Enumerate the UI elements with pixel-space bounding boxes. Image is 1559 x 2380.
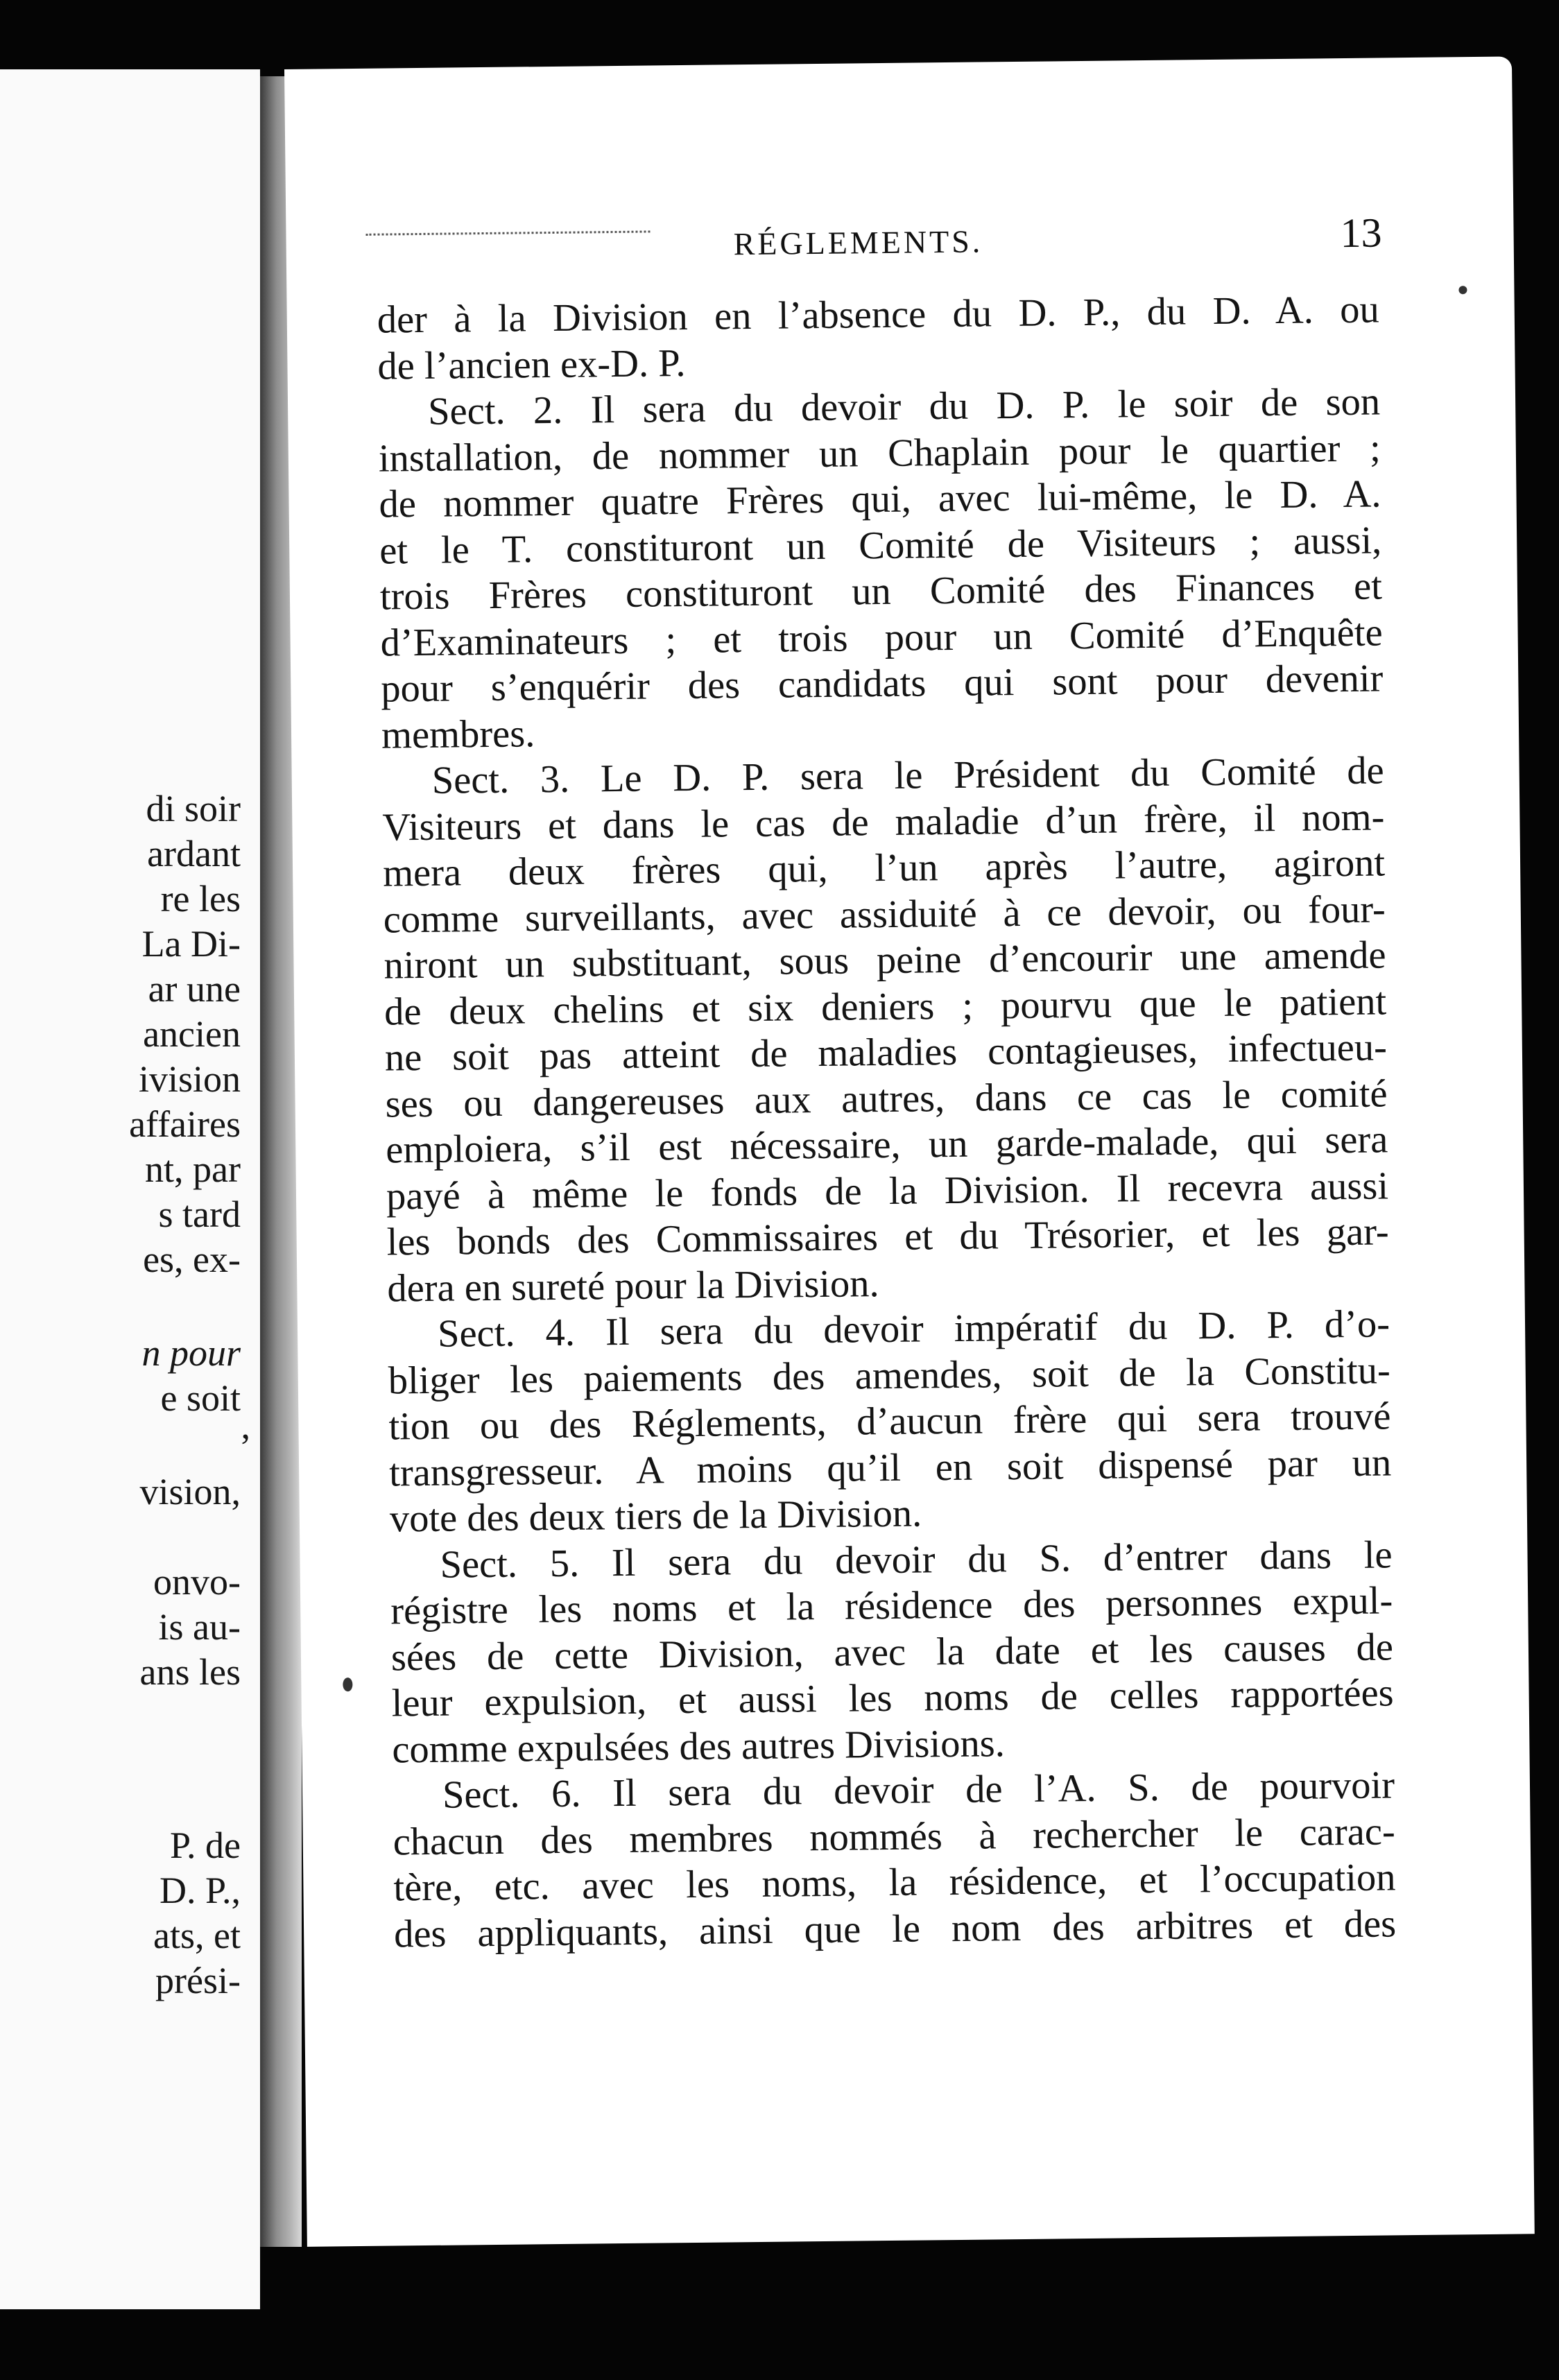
text-line: tion ou des Réglements, d’aucun frère qui sera trouvé <box>388 1395 1391 1449</box>
left-page-line: es, ex- <box>143 1239 241 1280</box>
body-text <box>377 286 1396 1957</box>
text-line: transgresseur. A moins qu’il en soit dispensé par un <box>388 1440 1392 1495</box>
text-line: emploiera, s’il est nécessaire, un garde-malade, qui sera <box>386 1118 1388 1172</box>
text-line: Sect. 3. Le D. P. sera le Président du Comité de <box>431 749 1385 802</box>
left-page-line: onvo- <box>153 1561 241 1603</box>
left-page-line: is au- <box>158 1606 241 1648</box>
text-line: chacun des membres nommés à rechercher le carac- <box>393 1809 1396 1863</box>
header-ornament <box>365 230 650 235</box>
text-line: Sect. 6. Il sera du devoir de l’A. S. de pourvoir <box>442 1764 1395 1817</box>
ink-speck <box>343 1678 352 1691</box>
text-line: régistre les noms et la résidence des personnes expul- <box>390 1579 1393 1633</box>
text-line: Sect. 2. Il sera du devoir du D. P. le soir de son <box>427 380 1381 433</box>
left-page-line: La Di- <box>141 923 241 965</box>
text-line: ses ou dangereuses aux autres, dans ce cas le comité <box>385 1071 1388 1126</box>
text-line: installation, de nommer un Chaplain pour le quartier ; <box>378 426 1381 481</box>
page-number: 13 <box>1340 209 1382 257</box>
text-line: les bonds des Commissaires et du Trésorier, et les gar- <box>386 1210 1389 1264</box>
left-page-line: D. P., <box>159 1870 241 1911</box>
text-line: dera en sureté pour la Division. <box>387 1261 879 1311</box>
left-page-line: P. de <box>169 1825 241 1866</box>
left-page-line: re les <box>160 878 241 920</box>
text-line: comme expulsées des autres Divisions. <box>392 1721 1006 1772</box>
text-line: membres. <box>381 712 535 757</box>
left-page-line: affaires <box>129 1103 241 1145</box>
text-line: de l’ancien ex-D. P. <box>377 341 686 388</box>
left-page-line: vision, <box>139 1471 241 1512</box>
text-line: Visiteurs et dans le cas de maladie d’un frère, il nom- <box>382 795 1385 850</box>
left-page-line: prési- <box>155 1960 241 2001</box>
left-page-line: ardant <box>147 833 241 874</box>
right-page <box>284 56 1535 2246</box>
text-line: leur expulsion, et aussi les noms de celles rapportées <box>391 1671 1394 1725</box>
left-page-line: di soir <box>146 788 241 829</box>
left-page-line: s tard <box>158 1193 241 1235</box>
text-line: mera deux frères qui, l’un après l’autre, agiront <box>382 841 1386 895</box>
text-line: trois Frères constituront un Comité des Finances et <box>379 564 1383 619</box>
left-page <box>0 69 260 2309</box>
left-page-line: n pour <box>141 1332 241 1374</box>
text-line: tère, etc. avec les noms, la résidence, et l’occupation <box>393 1856 1396 1910</box>
text-line: sées de cette Division, avec la date et les causes de <box>390 1625 1394 1680</box>
text-line: Sect. 4. Il sera du devoir impératif du D. P. d’o- <box>437 1302 1390 1356</box>
text-line: ne soit pas atteint de maladies contagieuses, infectueu- <box>384 1026 1388 1080</box>
text-line: der à la Division en l’absence du D. P., du D. A. ou <box>377 288 1380 342</box>
text-line: de deux chelins et six deniers ; pourvu que le patient <box>384 979 1387 1034</box>
left-page-line: ats, et <box>153 1915 241 1956</box>
text-line: comme surveillants, avec assiduité à ce devoir, ou four- <box>383 887 1386 942</box>
left-page-line: nt, par <box>145 1148 241 1190</box>
ink-speck <box>1458 286 1467 294</box>
running-head: RÉGLEMENTS. <box>733 223 983 262</box>
text-line: Sect. 5. Il sera du devoir du S. d’entrer dans le <box>440 1533 1393 1587</box>
text-line: d’Examinateurs ; et trois pour un Comité d’Enquête <box>380 610 1383 665</box>
text-line: et le T. constituront un Comité de Visiteurs ; aussi, <box>379 518 1382 573</box>
left-page-line: ivision <box>138 1058 241 1100</box>
left-page-line: , <box>241 1405 250 1447</box>
left-page-line: ar une <box>148 968 241 1010</box>
text-line: vote des deux tiers de la Division. <box>389 1492 922 1541</box>
text-line: payé à même le fonds de la Division. Il recevra aussi <box>386 1164 1389 1218</box>
text-line: bliger les paiements des amendes, soit de la Constitu- <box>388 1348 1391 1403</box>
left-page-line: ancien <box>143 1013 241 1055</box>
text-line: niront un substituant, sous peine d’encourir une amende <box>384 933 1386 988</box>
left-page-line: e soit <box>160 1377 241 1419</box>
text-line: pour s’enquérir des candidats qui sont pour devenir <box>381 657 1384 711</box>
left-page-line: ans les <box>139 1651 241 1693</box>
text-line: des appliquants, ainsi que le nom des arbitres et des <box>393 1902 1397 1956</box>
text-line: de nommer quatre Frères qui, avec lui-même, le D. A. <box>379 472 1381 526</box>
